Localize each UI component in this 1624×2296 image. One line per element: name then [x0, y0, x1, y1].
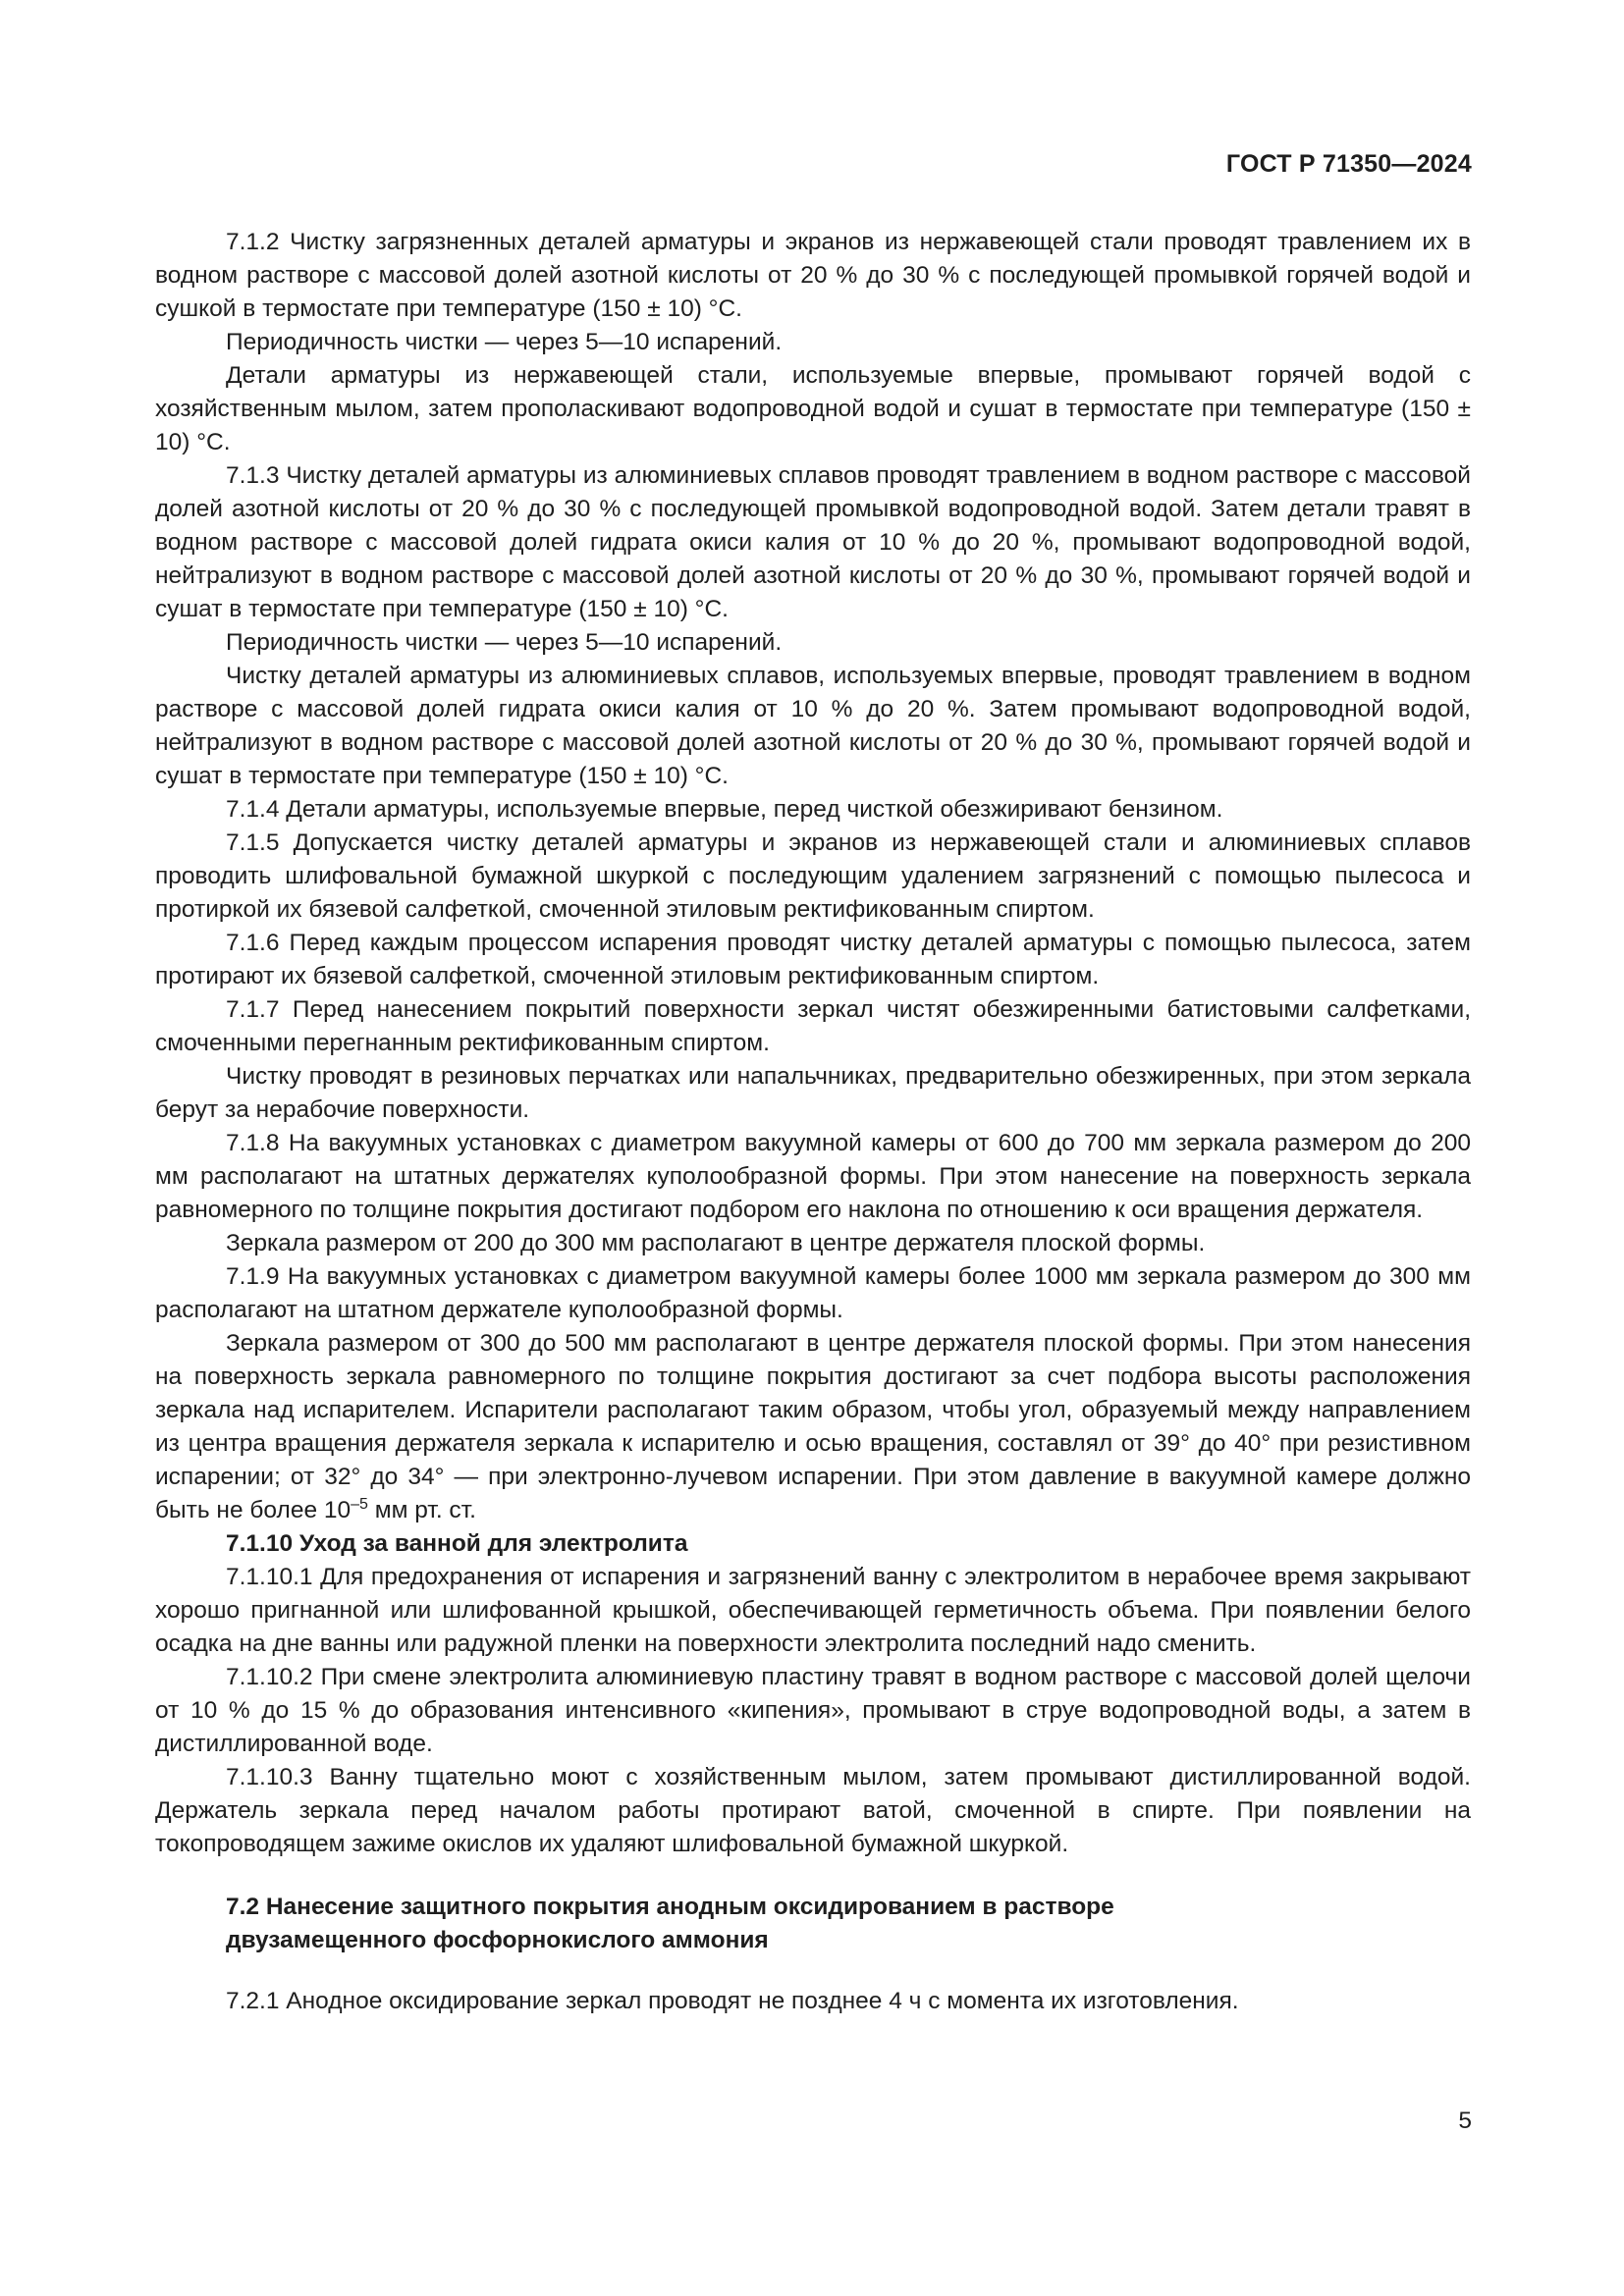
- paragraph-cleaning-periodicity-2: Периодичность чистки — через 5—10 испарений.: [226, 629, 783, 656]
- paragraph-mirrors-300-500: [155, 1327, 1471, 1527]
- paragraph-7-1-5: 7.1.5 Допускается чистку деталей арматуры и экранов из нержавеющей стали и алюминиевых сплавов проводить шлифовальной бумажной шкуркой с последующим удалением загрязнений с помощью пылесоса и протиркой их бязевой салфеткой, смоченной этиловым ректификованным спиртом.: [155, 829, 1471, 923]
- paragraph-7-1-7: 7.1.7 Перед нанесением покрытий поверхности зеркал чистят обезжиренными батистовыми салфетками, смоченными перегнанным ректификованным спиртом.: [155, 996, 1471, 1056]
- paragraph-aluminium-parts-first-use: Чистку деталей арматуры из алюминиевых сплавов, используемых впервые, проводят травлением в водном растворе с массовой долей гидрата окиси калия от 10 % до 20 %. Затем промывают водопроводной водой, нейтрализуют в водном растворе с массовой долей азотной кислоты от 20 % до 30 %, промывают горячей водой и сушат в термостате при температуре (150 ± 10) °С.: [155, 663, 1471, 789]
- standard-id-header: ГОСТ Р 71350—2024: [1225, 150, 1472, 178]
- pressure-exponent: –5: [351, 1496, 368, 1513]
- paragraph-mirrors-300-500-text: Зеркала размером от 300 до 500 мм располагают в центре держателя плоской формы. При этом нанесения на поверхность зеркала равномерного по толщине покрытия достигают за счет подбора высоты расположения зеркала над испарителем. Испарители располагают таким образом, чтобы угол, образуемый между направлением из центра вращения держателя зеркала к испарителю и осью вращения, составлял от 39° до 40° при резистивном испарении; от 32° до 34° — при электронно-лучевом испарении. При этом давление в вакуумной камере должно быть не более 10: [155, 1330, 1471, 1523]
- paragraph-mirrors-200-300: Зеркала размером от 200 до 300 мм располагают в центре держателя плоской формы.: [226, 1230, 1206, 1256]
- pressure-unit: мм рт. ст.: [367, 1497, 476, 1523]
- paragraph-7-1-2: 7.1.2 Чистку загрязненных деталей арматуры и экранов из нержавеющей стали проводят травлением их в водном растворе с массовой долей азотной кислоты от 20 % до 30 % с последующей промывкой горячей водой и сушкой в термостате при температуре (150 ± 10) °С.: [155, 229, 1471, 322]
- paragraph-7-1-9: 7.1.9 На вакуумных установках с диаметром вакуумной камеры более 1000 мм зеркала размером до 300 мм располагают на штатном держателе куполообразной формы.: [155, 1263, 1471, 1323]
- section-title-line-2: двузамещенного фосфорнокислого аммония: [226, 1927, 769, 1953]
- paragraph-7-1-10-3: 7.1.10.3 Ванну тщательно моют с хозяйственным мылом, затем промывают дистиллированной водой. Держатель зеркала перед началом работы протирают ватой, смоченной в спирте. При появлении на токопроводящем зажиме окислов их удаляют шлифовальной бумажной шкуркой.: [155, 1764, 1471, 1857]
- paragraph-7-2-1: 7.2.1 Анодное оксидирование зеркал проводят не позднее 4 ч с момента их изготовления.: [226, 1988, 1239, 2014]
- paragraph-steel-parts-first-use: Детали арматуры из нержавеющей стали, используемые впервые, промывают горячей водой с хозяйственным мылом, затем прополаскивают водопроводной водой и сушат в термостате при температуре (150 ± 10) °С.: [155, 362, 1471, 455]
- paragraph-7-1-3: 7.1.3 Чистку деталей арматуры из алюминиевых сплавов проводят травлением в водном растворе с массовой долей азотной кислоты от 20 % до 30 % с последующей промывкой водопроводной водой. Затем детали травят в водном растворе с массовой долей гидрата окиси калия от 10 % до 20 %, промывают водопроводной водой, нейтрализуют в водном растворе с массовой долей азотной кислоты от 20 % до 30 %, промывают горячей водой и сушат в термостате при температуре (150 ± 10) °С.: [155, 462, 1471, 622]
- section-title-line-1: 7.2 Нанесение защитного покрытия анодным оксидированием в растворе: [226, 1894, 1114, 1920]
- document-body: [155, 226, 1471, 2018]
- paragraph-7-1-8: 7.1.8 На вакуумных установках с диаметром вакуумной камеры от 600 до 700 мм зеркала размером до 200 мм располагают на штатных держателях куполообразной формы. При этом нанесение на поверхность зеркала равномерного по толщине покрытия достигают подбором его наклона по отношению к оси вращения держателя.: [155, 1130, 1471, 1223]
- paragraph-7-1-4: 7.1.4 Детали арматуры, используемые впервые, перед чисткой обезжиривают бензином.: [226, 796, 1223, 823]
- paragraph-7-1-6: 7.1.6 Перед каждым процессом испарения проводят чистку деталей арматуры с помощью пылесоса, затем протирают их бязевой салфеткой, смоченной этиловым ректификованным спиртом.: [155, 930, 1471, 989]
- paragraph-7-1-10-1: 7.1.10.1 Для предохранения от испарения и загрязнений ванну с электролитом в нерабочее время закрывают хорошо пригнанной или шлифованной крышкой, обеспечивающей герметичность объема. При появлении белого осадка на дне ванны или радужной пленки на поверхности электролита последний надо сменить.: [155, 1564, 1471, 1657]
- paragraph-cleaning-periodicity: Периодичность чистки — через 5—10 испарений.: [226, 329, 783, 355]
- paragraph-gloves: Чистку проводят в резиновых перчатках или напальчниках, предварительно обезжиренных, при этом зеркала берут за нерабочие поверхности.: [155, 1063, 1471, 1123]
- page-number: 5: [1458, 2108, 1472, 2134]
- paragraph-7-1-10-2: 7.1.10.2 При смене электролита алюминиевую пластину травят в водном растворе с массовой долей щелочи от 10 % до 15 % до образования интенсивного «кипения», промывают в струе водопроводной воды, а затем в дистиллированной воде.: [155, 1664, 1471, 1757]
- section-title-7-2: [155, 1891, 1471, 1957]
- subsection-title-7-1-10: 7.1.10 Уход за ванной для электролита: [226, 1530, 688, 1557]
